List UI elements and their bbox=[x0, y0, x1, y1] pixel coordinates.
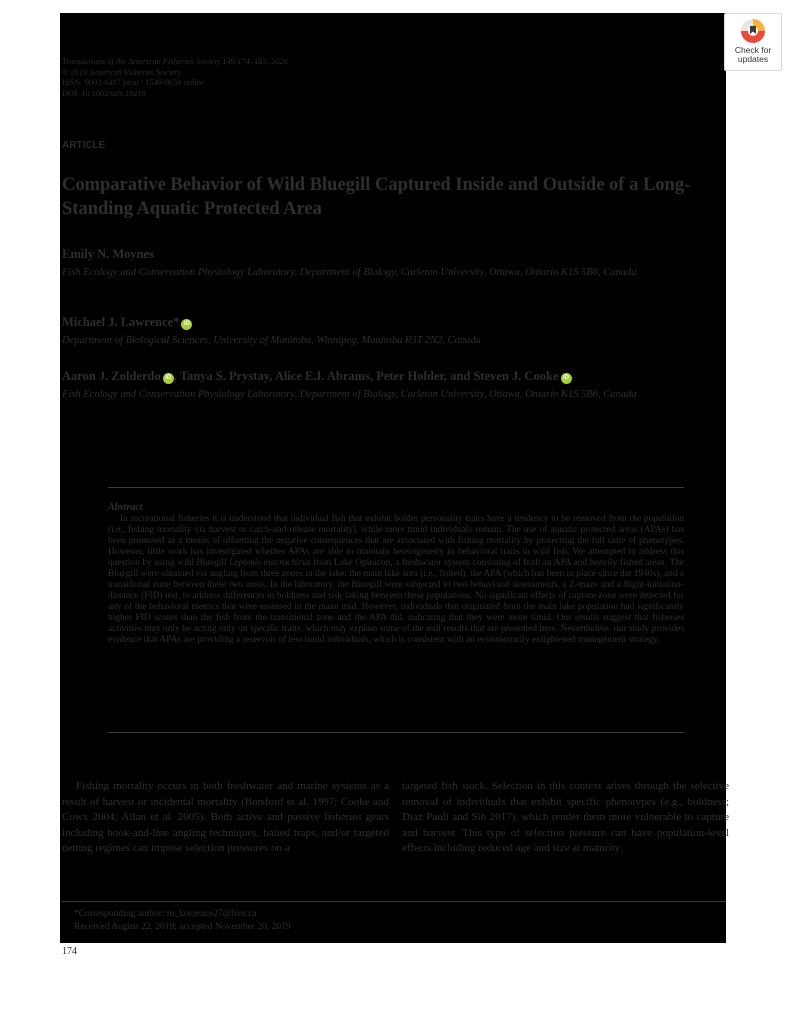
journal-info bbox=[62, 57, 288, 99]
orcid-icon[interactable]: iD bbox=[181, 319, 192, 330]
abstract-bottom-rule bbox=[108, 732, 684, 733]
article-type-label: ARTICLE bbox=[62, 140, 106, 151]
abstract-text-part: In recreational fisheries it is understood that individual fish that exhibit bolder personality traits have a tendency to be removed from the population (i.e., fishing mortality via harvest or catch-and-release mortality), while more timid individuals remain. The use of aquatic protected areas (APAs) has been promoted as a means of offsetting the negative consequences that are associated with fishing mortality by protecting the full suite of phenotypes. However, little work has investigated whether APAs are able to maintain heterogeneity in behavioral traits in wild fish. We attempted to address this question by using wild Bluegill bbox=[108, 514, 684, 568]
orcid-icon[interactable]: iD bbox=[561, 373, 572, 384]
check-for-updates-badge[interactable] bbox=[724, 13, 782, 71]
footnote bbox=[74, 908, 291, 933]
author-name-text: Michael J. Lawrence* bbox=[62, 315, 180, 329]
article-title: Comparative Behavior of Wild Bluegill Captured Inside and Outside of a Long-Standing Aquatic Protected Area bbox=[62, 175, 691, 219]
copyright-line: © 2019 American Fisheries Society bbox=[62, 67, 182, 77]
author-name-text: Aaron J. Zolderdo bbox=[62, 369, 161, 383]
issn-line: ISSN: 0002-8487 print / 1548-8659 online bbox=[62, 78, 205, 87]
abstract-heading: Abstract bbox=[108, 502, 143, 513]
abstract-text-part: from Lake Opinicon, a freshwater system consisting of both an APA and heavily fished areas. The Bluegill were obtained via angling from three zones in the lake: the main lake area (i.e., fished), the APA (which has been in place since the 1940s), and a transitional zone between these two areas. In the laboratory, the Bluegill were subjected to two behavioral assessments, a Z-maze and a flight-initiation-distance (FID) test, to address differences in boldness and risk-taking between these populations. No significant effects of capture zone were detected for any of the behavioral metrics that were assessed in the maze trial. However, individuals that originated from the main lake population had significantly higher FID scores than the fish from the transitional zone and the APA did, indicating that they were more timid. Our results suggest that fisheries activities may only be acting only on specific traits, which may explain some of the null results that are presented here. Nevertheless, our study provides evidence that APAs are providing a reservoir of less timid individuals, which is consistent with an evolutionarily enlightened management strategy. bbox=[108, 558, 684, 645]
footnote-rule bbox=[62, 901, 726, 902]
body-column-right: targeted fish stock. Selection in this context arises through the selective removal of individuals that exhibit specific phenotypes (e.g., boldness; Diaz Pauli and Sih 2017), which render them more vulnerable to capture and harvest. This type of selection pressure can have population-level effects including reduced age and size at maturity bbox=[402, 780, 729, 854]
author-affiliation: Fish Ecology and Conservation Physiology Laboratory, Department of Biology, Carleton University, Ottawa, Ontario K1S 5B6, Canada bbox=[62, 389, 637, 400]
article-page bbox=[60, 13, 729, 957]
abstract-top-rule bbox=[108, 487, 684, 488]
journal-name: Transactions of the American Fisheries Society bbox=[62, 57, 221, 66]
doi-link[interactable]: DOI: 10.1002/tafs.10218 bbox=[62, 88, 146, 98]
abstract-text bbox=[108, 514, 684, 646]
badge-line-1: Check for bbox=[734, 45, 772, 55]
author-list bbox=[62, 369, 572, 384]
author-affiliation: Department of Biological Sciences, University of Manitoba, Winnipeg, Manitoba R3T 2N2, Canada bbox=[62, 335, 481, 346]
corresponding-author: *Corresponding author: m_lawrence27@live.ca bbox=[74, 909, 257, 919]
author-name bbox=[62, 315, 192, 330]
author-name: Emily N. Moynes bbox=[62, 247, 155, 261]
author-name-text: , Tanya S. Prystay, Alice E.I. Abrams, Peter Holder, and Steven J. Cooke bbox=[173, 369, 559, 383]
badge-line-2: updates bbox=[737, 54, 769, 64]
received-dates: Received August 22, 2019; accepted November 20, 2019 bbox=[74, 921, 291, 932]
body-column-left: Fishing mortality occurs in both freshwater and marine systems as a result of harvest or incidental mortality (Botsford et al. 1997; Cooke and Cowx 2004; Allan et al. 2005). Both active and passive fisheries gears including hook-and-line angling techniques, baited traps, and/or targeted netting regimes can impose selection pressures on a bbox=[62, 780, 389, 854]
check-for-updates-icon bbox=[740, 18, 766, 44]
page-number: 174 bbox=[62, 946, 77, 957]
author-affiliation: Fish Ecology and Conservation Physiology Laboratory, Department of Biology, Carleton University, Ottawa, Ontario K1S 5B6, Canada bbox=[62, 267, 637, 278]
species-name: Lepomis macrochirus bbox=[229, 558, 311, 568]
journal-citation: 149:174–183, 2020 bbox=[222, 57, 288, 66]
orcid-icon[interactable]: iD bbox=[163, 373, 174, 384]
